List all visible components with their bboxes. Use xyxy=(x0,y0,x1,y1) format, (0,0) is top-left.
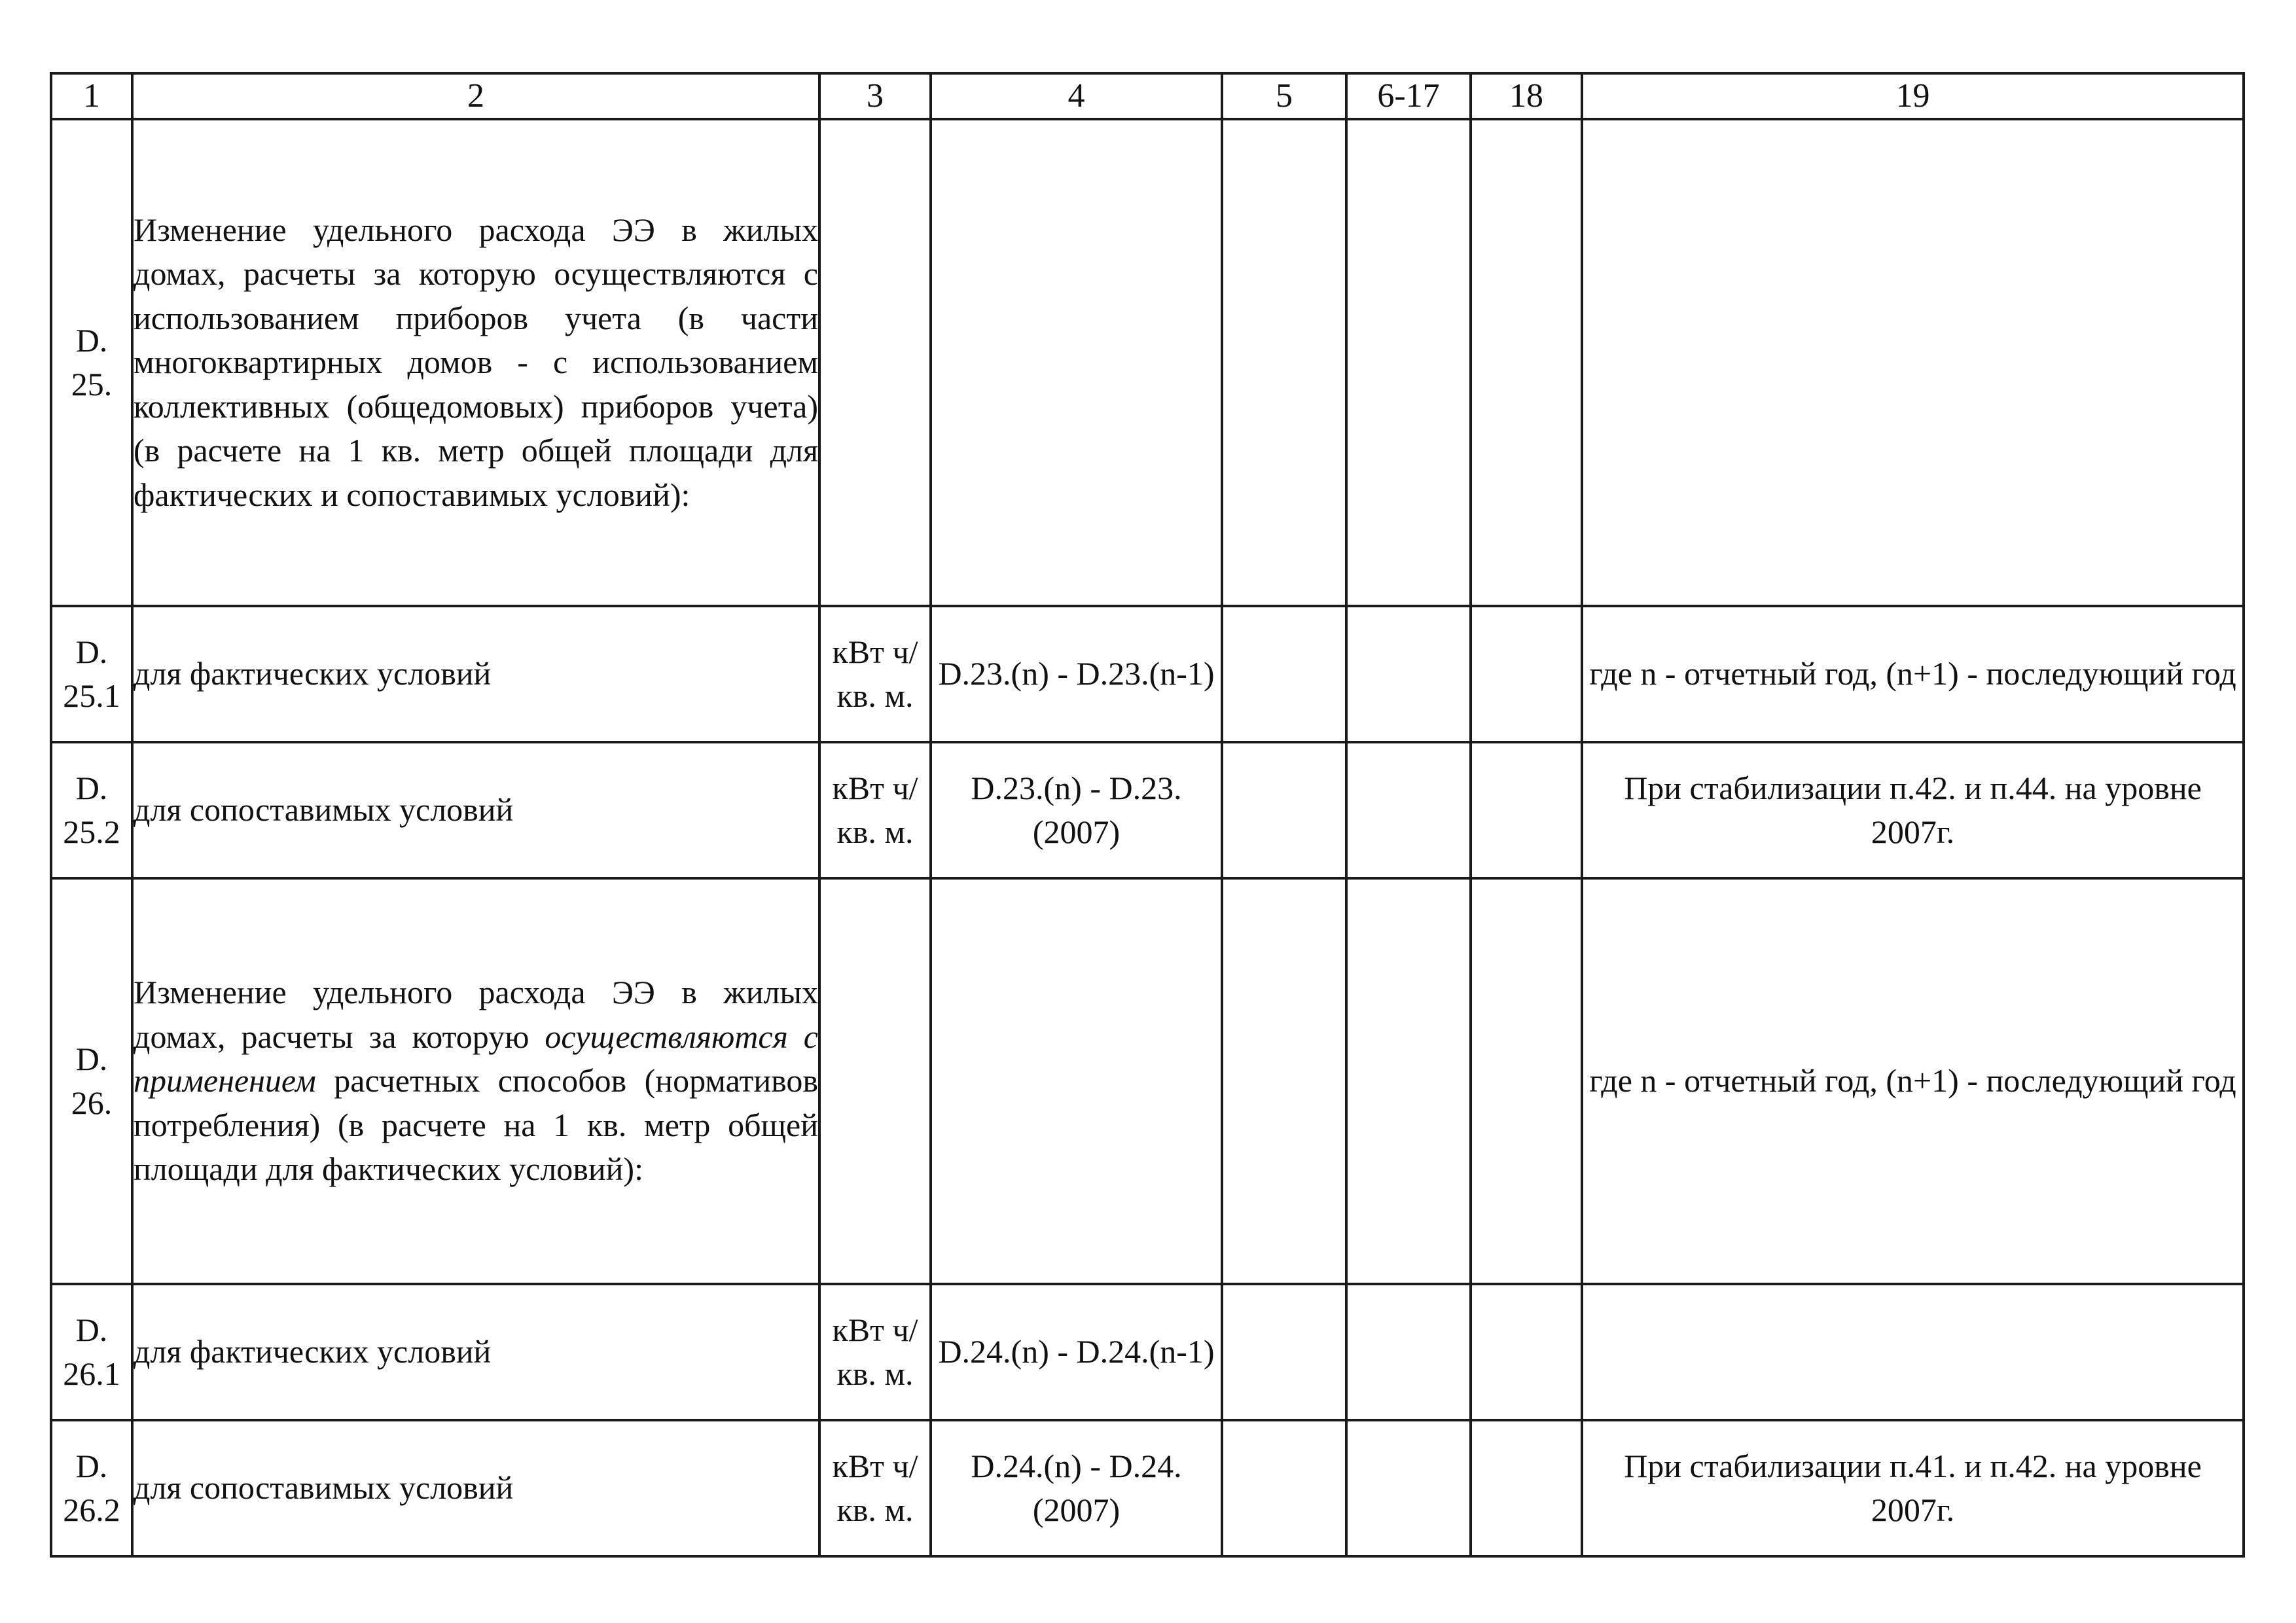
row-col-18 xyxy=(1471,119,1582,606)
table-row xyxy=(51,119,2244,606)
row-description xyxy=(132,878,819,1284)
row-unit: кВт ч/кв. м. xyxy=(819,1420,931,1556)
row-col-6-17 xyxy=(1346,878,1471,1284)
row-col-6-17 xyxy=(1346,119,1471,606)
row-description-text-end: расчетных способов (нормативов потребления) (в расчете на 1 кв. метр общей площади для фактических условий): xyxy=(134,1062,818,1188)
row-col-6-17 xyxy=(1346,742,1471,878)
table-header-row xyxy=(51,73,2244,119)
row-formula xyxy=(931,119,1222,606)
table-row xyxy=(51,606,2244,742)
row-formula xyxy=(931,878,1222,1284)
row-unit xyxy=(819,878,931,1284)
row-col-5 xyxy=(1222,1420,1346,1556)
row-col-6-17 xyxy=(1346,1420,1471,1556)
row-col-5 xyxy=(1222,742,1346,878)
header-cell-col-2: 2 xyxy=(132,73,819,119)
row-description: для сопоставимых условий xyxy=(132,742,819,878)
row-note: При стабилизации п.42. и п.44. на уровне 2007г. xyxy=(1582,742,2244,878)
header-cell-col-1: 1 xyxy=(51,73,132,119)
row-formula: D.24.(n) - D.24.(n-1) xyxy=(931,1284,1222,1420)
row-code: D. 26.2 xyxy=(51,1420,132,1556)
row-col-18 xyxy=(1471,1284,1582,1420)
indicator-table xyxy=(50,72,2245,1558)
row-code: D. 25.2 xyxy=(51,742,132,878)
row-col-18 xyxy=(1471,606,1582,742)
row-description: для фактических условий xyxy=(132,606,819,742)
header-cell-col-4: 4 xyxy=(931,73,1222,119)
row-description-emphasis: осуществляются с применением xyxy=(134,1018,818,1099)
row-code: D. 26.1 xyxy=(51,1284,132,1420)
table-row xyxy=(51,878,2244,1284)
row-description-text: Изменение удельного расхода ЭЭ в жилых домах, расчеты за которую xyxy=(134,974,818,1055)
row-unit xyxy=(819,119,931,606)
row-unit: кВт ч/кв. м. xyxy=(819,606,931,742)
header-cell-col-5: 5 xyxy=(1222,73,1346,119)
header-cell-col-3: 3 xyxy=(819,73,931,119)
row-col-5 xyxy=(1222,606,1346,742)
row-col-5 xyxy=(1222,878,1346,1284)
header-cell-col-18: 18 xyxy=(1471,73,1582,119)
row-note: где n - отчетный год, (n+1) - последующий год xyxy=(1582,878,2244,1284)
row-description: для фактических условий xyxy=(132,1284,819,1420)
row-description: для сопоставимых условий xyxy=(132,1420,819,1556)
row-note xyxy=(1582,1284,2244,1420)
row-unit: кВт ч/кв. м. xyxy=(819,1284,931,1420)
row-col-5 xyxy=(1222,1284,1346,1420)
row-code: D. 26. xyxy=(51,878,132,1284)
row-col-6-17 xyxy=(1346,1284,1471,1420)
row-formula: D.23.(n) - D.23.(2007) xyxy=(931,742,1222,878)
row-note: где n - отчетный год, (n+1) - последующий год xyxy=(1582,606,2244,742)
row-col-5 xyxy=(1222,119,1346,606)
row-col-18 xyxy=(1471,878,1582,1284)
table-row xyxy=(51,1420,2244,1556)
table-row xyxy=(51,742,2244,878)
header-cell-col-19: 19 xyxy=(1582,73,2244,119)
row-col-6-17 xyxy=(1346,606,1471,742)
row-formula: D.23.(n) - D.23.(n-1) xyxy=(931,606,1222,742)
table-row xyxy=(51,1284,2244,1420)
row-col-18 xyxy=(1471,742,1582,878)
row-code: D. 25. xyxy=(51,119,132,606)
row-col-18 xyxy=(1471,1420,1582,1556)
header-cell-col-6-17: 6-17 xyxy=(1346,73,1471,119)
row-note: При стабилизации п.41. и п.42. на уровне 2007г. xyxy=(1582,1420,2244,1556)
row-formula: D.24.(n) - D.24.(2007) xyxy=(931,1420,1222,1556)
row-note xyxy=(1582,119,2244,606)
row-unit: кВт ч/кв. м. xyxy=(819,742,931,878)
row-code: D. 25.1 xyxy=(51,606,132,742)
row-description: Изменение удельного расхода ЭЭ в жилых домах, расчеты за которую осуществляются с использованием приборов учета (в части многоквартирных домов - с использованием коллективных (общедомовых) приборов учета) (в расчете на 1 кв. метр общей площади для фактических и сопоставимых условий): xyxy=(132,119,819,606)
